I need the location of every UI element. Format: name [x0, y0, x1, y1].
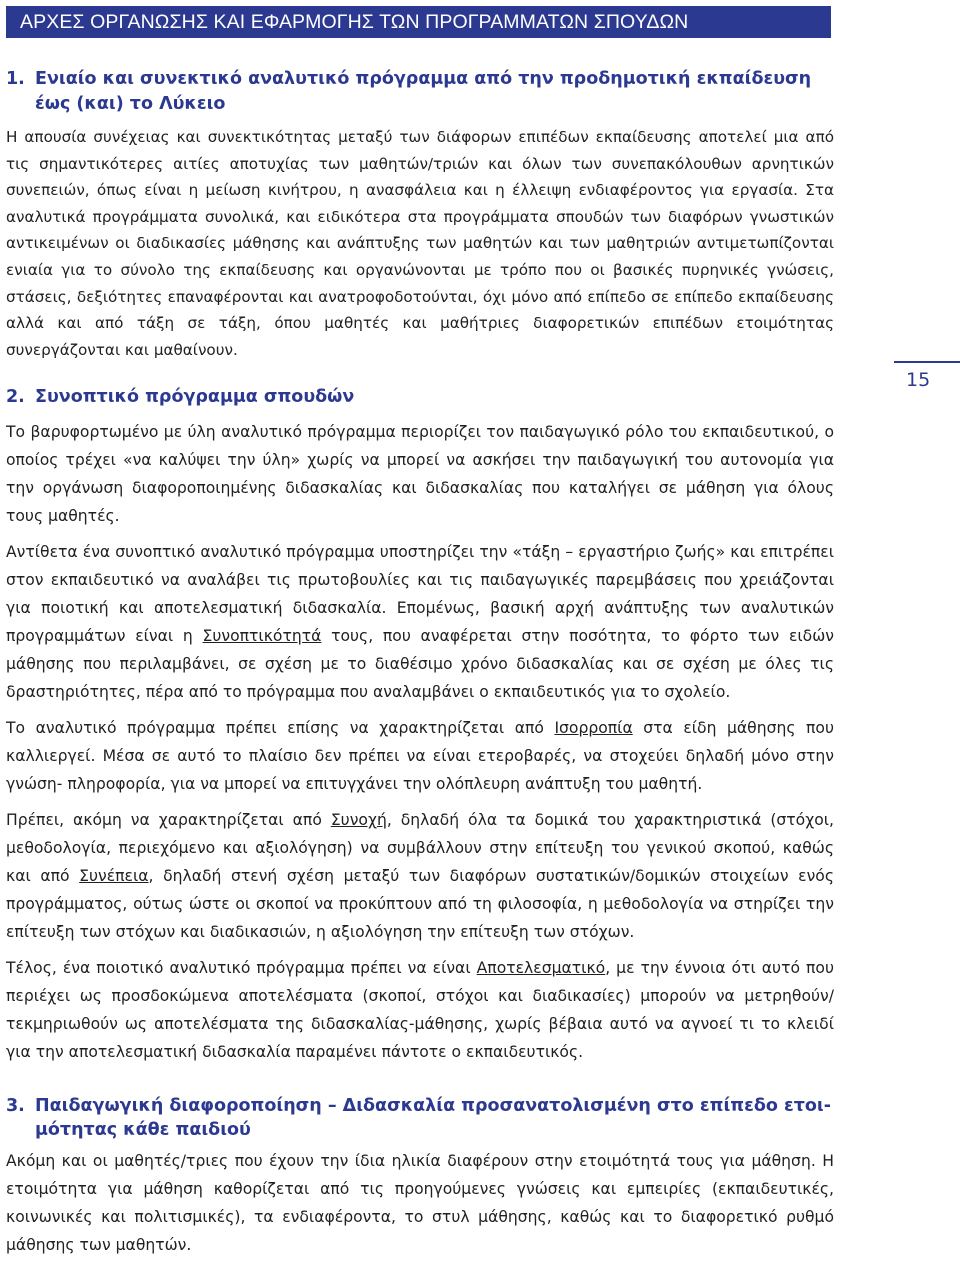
text-run: τους, που αναφέρεται στην ποσότητα, το φόρτο των ειδών μάθησης που περιλαμβάνει, σε σχέση με το διαθέσιμο χρόνο διδασκαλίας και σε σχέση με όλες τις δραστηριότητες, πέρα από το πρόγραμμα που αναλαμβάνει ο εκπαιδευτικός για το σχολείο.: [6, 626, 834, 701]
section-number: 3.: [6, 1095, 25, 1116]
keyword-conciseness: Συνοπτικότητά: [202, 626, 322, 645]
keyword-consistency: Συνέπεια: [79, 866, 149, 885]
section-number: 2.: [6, 387, 25, 408]
text-run: στα είδη μάθησης που καλλιεργεί. Μέσα σε αυτό το πλαίσιο δεν πρέπει να είναι ετεροβαρές, να στοχεύει δηλαδή μόνο στην γνώση- πληροφορία, για να μπορεί να επιτυγχάνει την ολόπλευρη ανάπτυξη του μαθητή.: [6, 718, 834, 793]
text-run: Τέλος, ένα ποιοτικό αναλυτικό πρόγραμμα πρέπει να είναι: [6, 958, 477, 977]
text-run: Το αναλυτικό πρόγραμμα πρέπει επίσης να χαρακτηρίζεται από: [6, 718, 555, 737]
page-content: [6, 67, 834, 1259]
section-title: Παιδαγωγική διαφοροποίηση – Διδασκαλία προσανατολισμένη στο επίπεδο ετοι-: [35, 1095, 832, 1116]
section-2-heading: [6, 385, 834, 410]
section-title-continued: μότητας κάθε παιδιού: [35, 1120, 251, 1141]
keyword-balance: Ισορροπία: [554, 718, 633, 737]
text-run: Αντίθετα ένα συνοπτικό αναλυτικό πρόγραμμα υποστηρίζει την «τάξη – εργαστήριο ζωής» και επιτρέπει στον εκπαιδευτικό να αναλάβει τις πρωτοβουλίες και τις παιδαγωγικές παρεμβάσεις που χρειάζονται για ποιοτική και αποτελεσματική διδασκαλία. Επομένως, βασική αρχή ανάπτυξης των αναλυτικών προγραμμάτων είναι η: [6, 542, 834, 645]
section-2-paragraph-5: [6, 954, 834, 1066]
section-number: 1.: [6, 69, 25, 89]
text-run: , δηλαδή όλα τα δομικά του χαρακτηριστικά (στόχοι, μεθοδολογία, περιεχόμενο και αξιολόγηση) να συμβάλλουν στην επίτευξη του γενικού σκοπού, καθώς και από: [6, 810, 834, 885]
section-1-paragraph: Η απουσία συνέχειας και συνεκτικότητας μεταξύ των διάφορων επιπέδων εκπαίδευσης αποτελεί μια από τις σημαντικότερες αιτίες αποτυχίας των μαθητών/τριών και όλων των συνεπακόλουθων αρνητικών συνεπειών, όπως είναι η μείωση κινήτρου, η ανασφάλεια και η έλλειψη ενδιαφέροντος για εργασία. Στα αναλυτικά προγράμματα συνολικά, και ειδικότερα στα προγράμματα σπουδών των διαφόρων γνωστικών αντικειμένων οι διαδικασίες μάθησης και ανάπτυξης των μαθητών και των μαθητριών αντιμετωπίζονται ενιαία για το σύνολο της εκπαίδευσης και οργανώνονται με τρόπο που οι βασικές πυρηνικές γνώσεις, στάσεις, δεξιότητες επαναφέρονται και ανατροφοδοτούνται, όχι μόνο από επίπεδο σε επίπεδο εκπαίδευσης αλλά και από τάξη σε τάξη, όπου μαθητές και μαθήτριες διαφορετικών επιπέδων ετοιμότητας συνεργάζονται και μαθαίνουν.: [6, 128, 834, 359]
section-2-paragraph-2: [6, 538, 834, 706]
page-number-rule: [894, 361, 960, 363]
page-number: 15: [906, 369, 931, 391]
keyword-cohesion: Συνοχή: [330, 810, 387, 829]
section-title: Ενιαίο και συνεκτικό αναλυτικό πρόγραμμα από την προδημοτική εκπαίδευση: [35, 69, 812, 89]
section-3-heading: [6, 1094, 834, 1143]
section-2-paragraph-3: [6, 714, 834, 798]
section-title-continued: έως (και) το Λύκειο: [35, 93, 226, 114]
text-run: , δηλαδή στενή σχέση μεταξύ των διαφόρων συστατικών/δομικών στοιχείων ενός προγράμματος, ούτως ώστε οι σκοποί να προκύπτουν από τη φιλοσοφία, η μεθοδολογία να στηρίζει την επίτευξη των στόχων και διαδικασιών, η αξιολόγηση την επίτευξη των στόχων.: [6, 866, 834, 941]
section-title: Συνοπτικό πρόγραμμα σπουδών: [35, 387, 355, 408]
section-1-heading: [6, 67, 834, 116]
section-3-paragraph: Ακόμη και οι μαθητές/τριες που έχουν την ίδια ηλικία διαφέρουν στην ετοιμότητά τους για μάθηση. Η ετοιμότητα για μάθηση καθορίζεται από τις προηγούμενες γνώσεις και εμπειρίες (εκπαιδευτικές, κοινωνικές και πολιτισμικές), τα ενδιαφέροντα, το στυλ μάθησης, καθώς και το διαφορετικό ρυθμό μάθησης των μαθητών.: [6, 1151, 834, 1254]
text-run: Πρέπει, ακόμη να χαρακτηρίζεται από: [6, 810, 331, 829]
keyword-effectiveness: Αποτελεσματικό: [476, 958, 606, 977]
chapter-title-banner: ΑΡΧΕΣ ΟΡΓΑΝΩΣΗΣ ΚΑΙ ΕΦΑΡΜΟΓΗΣ ΤΩΝ ΠΡΟΓΡΑΜΜΑΤΩΝ ΣΠΟΥΔΩΝ: [6, 6, 831, 38]
section-2-paragraph-1: Το βαρυφορτωμένο με ύλη αναλυτικό πρόγραμμα περιορίζει τον παιδαγωγικό ρόλο του εκπαιδευτικού, ο οποίος τρέχει «να καλύψει την ύλη» χωρίς να μπορεί να ασκήσει την παιδαγωγική του αυτονομία για την οργάνωση διαφοροποιημένης διδασκαλίας και διδασκαλίας που καταλήγει σε μάθηση για όλους τους μαθητές.: [6, 422, 834, 525]
section-2-paragraph-4: [6, 806, 834, 946]
text-run: , με την έννοια ότι αυτό που περιέχει ως προσδοκώμενα αποτελέσματα (σκοποί, στόχοι και διαδικασίες) μπορούν να μετρηθούν/ τεκμηριωθούν ως αποτελέσματα της διδασκαλίας-μάθησης, χωρίς βέβαια αυτό να αγνοεί τι το κλειδί για την αποτελεσματική διδασκαλία παραμένει πάντοτε ο εκπαιδευτικός.: [6, 958, 834, 1061]
